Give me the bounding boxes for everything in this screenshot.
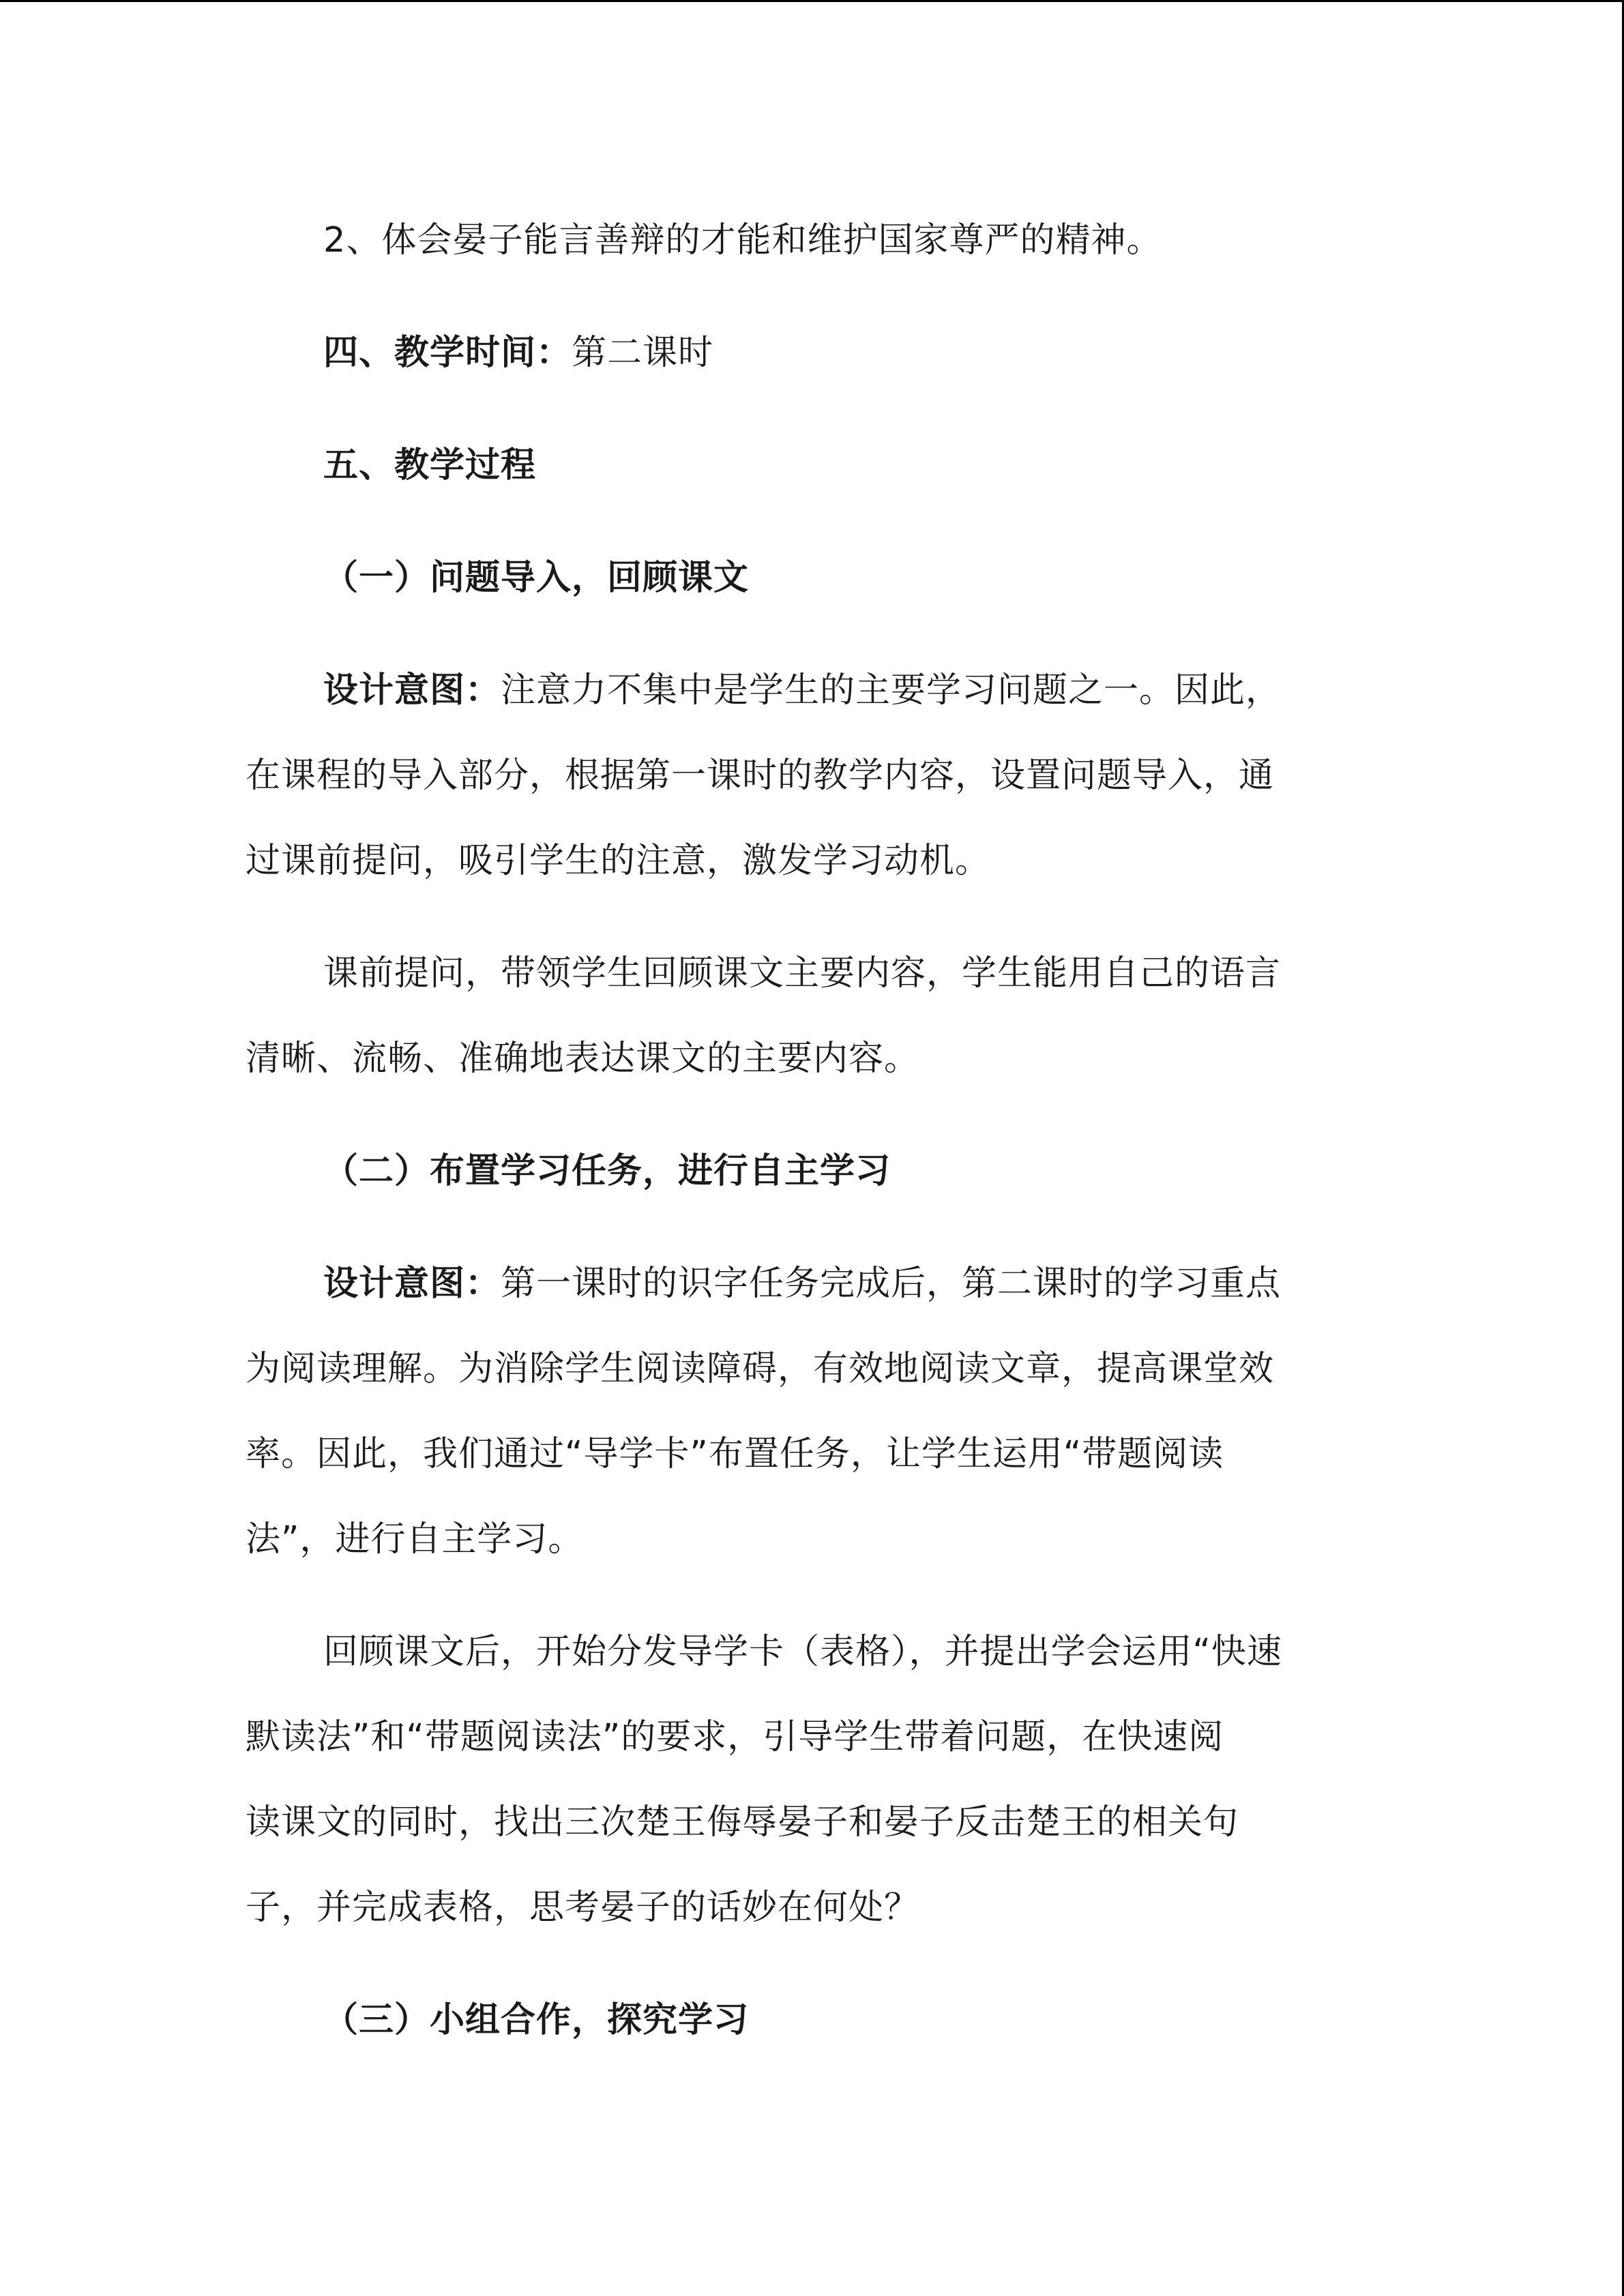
part-2-design-label: 设计意图：	[323, 1264, 501, 1304]
part-1-body-line-2: 清晰、流畅、准确地表达课文的主要内容。	[246, 1039, 920, 1079]
part-2-design-line-1	[323, 1257, 1281, 1311]
part-2-body-line-3: 读课文的同时，找出三次楚王侮辱晏子和晏子反击楚王的相关句	[246, 1802, 1239, 1843]
part-1-design-text-1: 注意力不集中是学生的主要学习问题之一。因此，	[501, 670, 1282, 711]
part-1-design-line-2: 在课程的导入部分，根据第一课时的教学内容，设置问题导入，通	[246, 756, 1275, 796]
part-2-design-line-2: 为阅读理解。为消除学生阅读障碍，有效地阅读文章，提高课堂效	[246, 1349, 1275, 1389]
section-4-line	[323, 326, 713, 381]
objective-2-text: 2、体会晏子能言善辩的才能和维护国家尊严的精神。	[323, 220, 1162, 260]
part-2-design-text-1: 第一课时的识字任务完成后，第二课时的学习重点	[501, 1264, 1282, 1304]
part-1-design-line-3: 过课前提问，吸引学生的注意，激发学习动机。	[246, 841, 991, 881]
section-4-label: 四、教学时间：	[323, 333, 572, 373]
section-5-heading: 五、教学过程	[323, 445, 537, 486]
part-2-heading: （二）布置学习任务，进行自主学习	[323, 1151, 891, 1191]
part-1-heading: （一）问题导入，回顾课文	[323, 558, 750, 598]
part-1-body-line-1: 课前提问，带领学生回顾课文主要内容，学生能用自己的语言	[323, 953, 1282, 994]
part-2-body-line-4: 子，并完成表格，思考晏子的话妙在何处？	[246, 1888, 920, 1928]
section-4-value: 第二课时	[572, 333, 714, 373]
part-2-body-line-1: 回顾课文后，开始分发导学卡（表格），并提出学会运用“快速	[323, 1632, 1282, 1672]
part-2-design-line-3: 率。因此，我们通过“导学卡”布置任务，让学生运用“带题阅读	[246, 1434, 1224, 1474]
part-2-design-line-4: 法”，进行自主学习。	[246, 1519, 584, 1560]
page-top-border	[0, 0, 1624, 2]
part-1-design-label: 设计意图：	[323, 670, 501, 711]
part-1-design-line-1	[323, 664, 1281, 718]
part-2-body-line-2: 默读法”和“带题阅读法”的要求，引导学生带着问题，在快速阅	[246, 1717, 1224, 1757]
part-3-heading: （三）小组合作，探究学习	[323, 2000, 750, 2040]
